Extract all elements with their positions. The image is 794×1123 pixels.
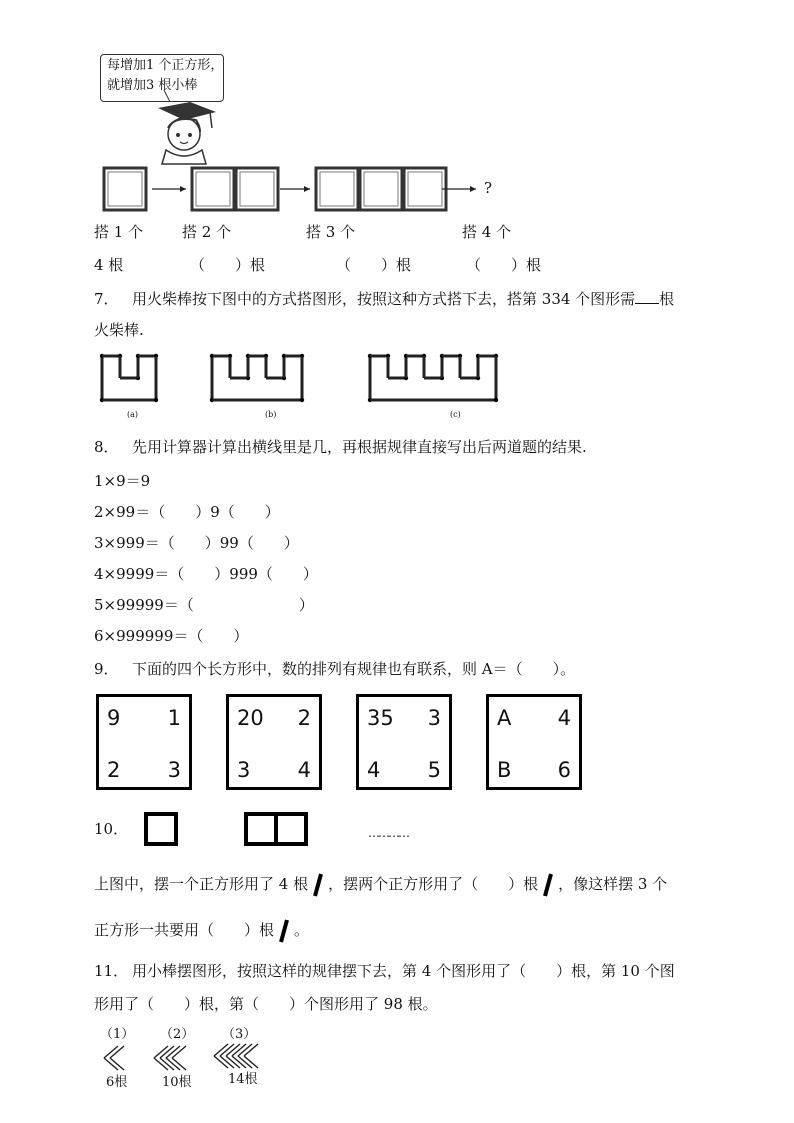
- matchstick-head: [300, 398, 304, 402]
- caption-1: 搭 1 个: [94, 223, 144, 241]
- matchstick-square: [404, 168, 446, 210]
- q10-line1: [94, 872, 667, 898]
- caption-4: 搭 4 个: [462, 223, 512, 241]
- chevron-stick: [244, 1044, 258, 1056]
- q7-line2: 火柴棒.: [94, 321, 144, 339]
- matchstick-square: [236, 168, 278, 210]
- q8-row: 2×99＝（ ）9（ ）: [94, 503, 280, 521]
- chevron-figure-3: [208, 1042, 278, 1072]
- q7-text-a: 用火柴棒按下图中的方式搭图形，按照这种方式搭下去，搭第 334 个图形需: [132, 290, 636, 308]
- matchstick-pattern-c: [366, 352, 556, 412]
- figure-index-1: （1）: [100, 1027, 135, 1042]
- q9-number: 9．: [94, 660, 119, 678]
- chevron-stick: [172, 1046, 186, 1058]
- matchstick-square: [104, 168, 146, 210]
- q11-line2: 形用了（ ）根，第（ ）个图形用了 98 根。: [94, 995, 438, 1013]
- q7-text-b: 根: [659, 290, 675, 308]
- box-bottom-right: 6: [557, 758, 571, 782]
- matchstick-square-inner: [196, 172, 230, 206]
- question-mark: ?: [484, 179, 493, 197]
- box-bottom-right: 3: [167, 758, 181, 782]
- chevron-stick: [166, 1058, 180, 1070]
- chevron-stick: [214, 1056, 228, 1068]
- chevron-stick: [110, 1046, 124, 1058]
- chevron-stick: [154, 1046, 168, 1058]
- chevron-stick: [232, 1044, 246, 1056]
- chevron-stick: [104, 1058, 118, 1070]
- arrow-head: [180, 186, 186, 192]
- matchstick-pattern-b: [208, 352, 348, 412]
- q10-text-e: 。: [294, 921, 310, 939]
- chevron-stick: [244, 1056, 258, 1068]
- figure-count-1: 6根: [106, 1075, 128, 1090]
- q8-row: 5×99999＝（ ）: [94, 596, 314, 614]
- answer-3: （ ）根: [336, 256, 412, 274]
- box-bottom-right: 5: [427, 758, 441, 782]
- q10-dots: …………: [368, 826, 408, 840]
- box-top-left: 35: [367, 706, 394, 730]
- figure-count-3: 14根: [228, 1072, 258, 1087]
- chevron-stick: [232, 1056, 246, 1068]
- speech-line: 每增加1 个正方形，: [107, 58, 224, 73]
- box-top-left: A: [497, 706, 512, 730]
- matchstick-square-inner: [408, 172, 442, 206]
- matchstick-square: [360, 168, 402, 210]
- chevron-stick: [226, 1044, 240, 1056]
- number-box-1: [96, 694, 192, 790]
- number-box-2: [226, 694, 322, 790]
- q10-text-c: ，像这样摆 3 个: [558, 875, 668, 893]
- chevron-figure-1: [98, 1044, 138, 1074]
- chevron-stick: [220, 1056, 234, 1068]
- matchstick-square-inner: [108, 172, 142, 206]
- figure-index-2: （2）: [160, 1027, 195, 1042]
- q7-line1: [132, 289, 674, 309]
- chevron-stick: [226, 1056, 240, 1068]
- matchstick-head: [154, 398, 158, 402]
- arrow-head: [304, 186, 310, 192]
- q8-row: 6×999999＝（ ）: [94, 627, 249, 645]
- matchstick-head: [494, 398, 498, 402]
- box-top-right: 3: [427, 706, 441, 730]
- speech-bubble: [100, 54, 224, 102]
- q8-row: 4×9999＝（ ）999（ ）: [94, 565, 318, 583]
- answer-1: 4 根: [94, 256, 124, 274]
- chevron-stick: [238, 1044, 252, 1056]
- matchstick-square-inner: [364, 172, 398, 206]
- teacher-cartoon: [140, 98, 220, 168]
- answer-4: （ ）根: [466, 256, 542, 274]
- box-bottom-left: 4: [367, 758, 381, 782]
- q8-row: 3×999＝（ ）99（ ）: [94, 534, 299, 552]
- q10-number: 10．: [94, 820, 129, 838]
- chevron-stick: [172, 1058, 186, 1070]
- matchstick-pattern-a: [98, 352, 188, 412]
- thick-square-two: [244, 812, 314, 852]
- matchstick-square-inner: [240, 172, 274, 206]
- q7-number: 7．: [94, 290, 119, 308]
- pattern-label-c: (c): [450, 410, 461, 419]
- stick-icon: [541, 872, 555, 898]
- q8-number: 8．: [94, 438, 119, 456]
- box-bottom-left: B: [497, 758, 512, 782]
- q8-row: 1×9＝9: [94, 472, 151, 490]
- chevron-stick: [214, 1044, 228, 1056]
- q7-answer-blank: [635, 289, 659, 304]
- matchstick-square-inner: [320, 172, 354, 206]
- answer-2: （ ）根: [190, 256, 266, 274]
- q10-line2: [94, 918, 309, 944]
- q8-text: 先用计算器计算出横线里是几，再根据规律直接写出后两道题的结果.: [132, 438, 587, 456]
- thick-square-one: [144, 812, 184, 852]
- chevron-stick: [154, 1058, 168, 1070]
- figure-count-2: 10根: [162, 1075, 192, 1090]
- chevron-stick: [160, 1058, 174, 1070]
- matchstick-square: [316, 168, 358, 210]
- speech-line: 就增加3 根小棒: [107, 78, 198, 93]
- q9-text: 下面的四个长方形中，数的排列有规律也有联系，则 A＝（ ）。: [132, 660, 576, 678]
- stick-icon: [277, 918, 291, 944]
- chevron-stick: [166, 1046, 180, 1058]
- number-box-4: [486, 694, 582, 790]
- number-box-3: [356, 694, 452, 790]
- chevron-stick: [238, 1056, 252, 1068]
- box-bottom-left: 3: [237, 758, 251, 782]
- caption-2: 搭 2 个: [182, 223, 232, 241]
- matchstick-squares-figure: [96, 160, 496, 220]
- arrow-head: [470, 186, 476, 192]
- q11-number: 11．: [94, 962, 129, 980]
- chevron-stick: [104, 1046, 118, 1058]
- q11-line1: 用小棒摆图形，按照这样的规律摆下去，第 4 个图形用了（ ）根，第 10 个图: [132, 962, 675, 980]
- chevron-stick: [220, 1044, 234, 1056]
- box-top-left: 9: [107, 706, 121, 730]
- box-bottom-right: 4: [297, 758, 311, 782]
- box-bottom-left: 2: [107, 758, 121, 782]
- chevron-figure-2: [148, 1044, 208, 1074]
- box-top-right: 4: [557, 706, 571, 730]
- q10-text-d: 正方形一共要用（ ）根: [94, 921, 275, 939]
- box-top-left: 20: [237, 706, 264, 730]
- figure-index-3: （3）: [222, 1027, 257, 1042]
- caption-3: 搭 3 个: [306, 223, 356, 241]
- chevron-stick: [110, 1058, 124, 1070]
- box-top-right: 1: [167, 706, 181, 730]
- chevron-stick: [160, 1046, 174, 1058]
- q10-text-a: 上图中，摆一个正方形用了 4 根: [94, 875, 309, 893]
- pattern-label-a: (a): [127, 410, 139, 419]
- matchstick-square: [192, 168, 234, 210]
- q10-text-b: ，摆两个正方形用了（ ）根: [328, 875, 539, 893]
- box-top-right: 2: [297, 706, 311, 730]
- stick-icon: [311, 872, 325, 898]
- pattern-label-b: (b): [265, 410, 277, 419]
